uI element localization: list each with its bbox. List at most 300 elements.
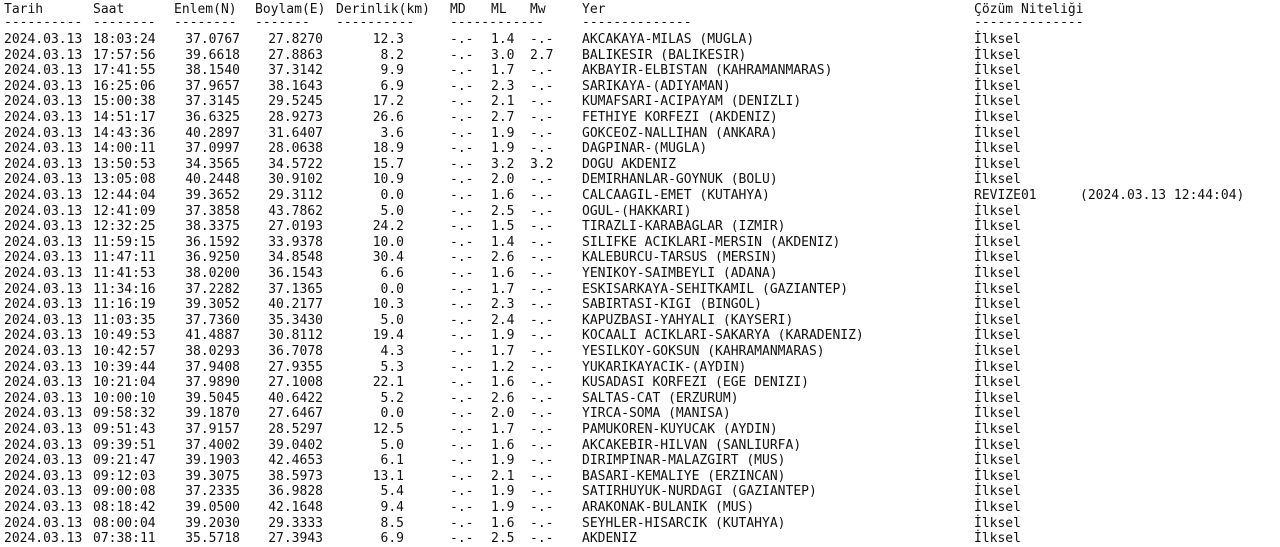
row-longitude: 31.6407 [268, 125, 323, 141]
row-place: CALCAAGIL-EMET (KUTAHYA) [582, 188, 770, 203]
row-longitude: 34.5722 [268, 156, 323, 172]
row-date: 2024.03.13 [4, 375, 83, 391]
row-place: OGUL-(HAKKARI) [582, 203, 692, 219]
row-date: 2024.03.13 [4, 219, 83, 235]
row-date: 2024.03.13 [4, 250, 83, 266]
row-ml: 2.0 [491, 172, 515, 188]
row-date: 2024.03.13 [4, 437, 83, 453]
row-place: KOCAALI ACIKLARI-SAKARYA (KARADENIZ) [582, 328, 864, 344]
row-place: PAMUKOREN-KUYUCAK (AYDIN) [582, 422, 778, 437]
row-depth: 4.3 [380, 344, 404, 359]
row-mw: -.- [530, 390, 554, 406]
row-longitude: 27.8270 [268, 32, 323, 47]
row-quality: İlksel [974, 250, 1021, 266]
row-quality: İlksel [974, 156, 1021, 172]
row-ml: 1.2 [491, 359, 515, 375]
row-mw: -.- [530, 500, 554, 515]
row-latitude: 37.9890 [185, 375, 240, 391]
table-row [0, 422, 1280, 438]
table-row [0, 79, 1280, 95]
row-ml: 1.9 [491, 500, 515, 515]
row-place: SABIRTASI-KIGI (BINGOL) [582, 297, 763, 313]
row-latitude: 39.1870 [185, 406, 240, 422]
row-mw: 2.7 [530, 47, 554, 63]
row-time: 10:42:57 [93, 344, 156, 359]
row-place: KUMAFSARI-ACIPAYAM (DENIZLI) [582, 94, 802, 110]
table-row [0, 282, 1280, 298]
row-ml: 2.0 [491, 406, 515, 422]
row-longitude: 42.1648 [268, 500, 323, 515]
row-ml: 1.5 [491, 219, 515, 235]
row-ml: 1.6 [491, 188, 515, 203]
header-saat: Saat [93, 2, 125, 17]
table-row [0, 172, 1280, 188]
row-mw: -.- [530, 297, 554, 313]
table-row [0, 469, 1280, 485]
row-time: 09:00:08 [93, 484, 156, 500]
row-longitude: 30.9102 [268, 172, 323, 188]
row-latitude: 38.0200 [185, 266, 240, 281]
row-quality: İlksel [974, 125, 1021, 141]
row-mw: -.- [530, 453, 554, 469]
row-place: AKCAKEBIR-HILVAN (SANLIURFA) [582, 437, 802, 453]
row-latitude: 39.5045 [185, 390, 240, 406]
table-row [0, 453, 1280, 469]
row-depth: 0.0 [380, 281, 404, 297]
table-row [0, 157, 1280, 173]
row-mw: -.- [530, 110, 554, 125]
table-row [0, 63, 1280, 79]
row-time: 12:44:04 [93, 188, 156, 203]
row-latitude: 40.2448 [185, 172, 240, 188]
row-md: -.- [450, 437, 474, 453]
row-depth: 22.1 [372, 375, 404, 391]
row-ml: 2.1 [491, 468, 515, 484]
table-row [0, 48, 1280, 64]
row-depth: 9.9 [380, 63, 404, 79]
row-depth: 0.0 [380, 188, 404, 203]
row-mw: -.- [530, 266, 554, 281]
row-latitude: 41.4887 [185, 328, 240, 344]
table-row [0, 266, 1280, 282]
table-row [0, 126, 1280, 142]
row-quality: İlksel [974, 375, 1021, 391]
row-ml: 1.7 [491, 344, 515, 359]
row-md: -.- [450, 515, 474, 531]
row-place: GOKCEOZ-NALLIHAN (ANKARA) [582, 125, 778, 141]
row-date: 2024.03.13 [4, 453, 83, 469]
row-quality: İlksel [974, 203, 1021, 219]
row-place: DEMIRHANLAR-GOYNUK (BOLU) [582, 172, 778, 188]
row-place: AKDENIZ [582, 531, 637, 547]
row-depth: 3.6 [380, 125, 404, 141]
row-latitude: 39.0500 [185, 500, 240, 515]
row-depth: 17.2 [372, 94, 404, 110]
row-place: YIRCA-SOMA (MANISA) [582, 406, 731, 422]
row-longitude: 27.9355 [268, 359, 323, 375]
row-depth: 10.9 [372, 172, 404, 188]
row-latitude: 37.0767 [185, 32, 240, 47]
row-longitude: 37.1365 [268, 281, 323, 297]
row-mw: -.- [530, 531, 554, 547]
row-time: 13:05:08 [93, 172, 156, 188]
row-latitude: 39.3075 [185, 468, 240, 484]
table-row [0, 328, 1280, 344]
row-mw: -.- [530, 359, 554, 375]
separator-row [0, 15, 1280, 31]
row-mw: -.- [530, 468, 554, 484]
row-md: -.- [450, 125, 474, 141]
row-depth: 5.0 [380, 203, 404, 219]
row-date: 2024.03.13 [4, 47, 83, 63]
row-ml: 3.2 [491, 156, 515, 172]
row-latitude: 39.1903 [185, 453, 240, 469]
row-longitude: 39.0402 [268, 437, 323, 453]
row-depth: 18.9 [372, 141, 404, 157]
row-date: 2024.03.13 [4, 141, 83, 157]
row-ml: 2.6 [491, 390, 515, 406]
row-md: -.- [450, 78, 474, 94]
row-latitude: 38.0293 [185, 344, 240, 359]
row-depth: 6.1 [380, 453, 404, 469]
row-longitude: 27.3943 [268, 531, 323, 547]
row-time: 08:18:42 [93, 500, 156, 515]
row-place: DIRIMPINAR-MALAZGIRT (MUS) [582, 453, 786, 469]
row-time: 11:47:11 [93, 250, 156, 266]
row-depth: 8.5 [380, 515, 404, 531]
row-depth: 5.3 [380, 359, 404, 375]
row-md: -.- [450, 453, 474, 469]
row-place: SILIFKE ACIKLARI-MERSIN (AKDENIZ) [582, 234, 841, 250]
row-date: 2024.03.13 [4, 110, 83, 125]
table-row [0, 360, 1280, 376]
row-mw: -.- [530, 344, 554, 359]
row-depth: 10.3 [372, 297, 404, 313]
row-ml: 1.9 [491, 141, 515, 157]
row-time: 11:59:15 [93, 234, 156, 250]
row-latitude: 37.2335 [185, 484, 240, 500]
header-cozum: Çözüm Niteliği [974, 2, 1084, 17]
header-yer: Yer [582, 2, 606, 17]
header-mw: Mw [530, 2, 546, 17]
row-mw: -.- [530, 437, 554, 453]
row-md: -.- [450, 328, 474, 344]
row-longitude: 42.4653 [268, 453, 323, 469]
row-time: 09:58:32 [93, 406, 156, 422]
separator-yer: -------------- [582, 15, 692, 30]
row-place: KUSADASI KORFEZI (EGE DENIZI) [582, 375, 809, 391]
row-place: ARAKONAK-BULANIK (MUS) [582, 500, 755, 515]
table-row [0, 110, 1280, 126]
row-ml: 1.9 [491, 328, 515, 344]
row-md: -.- [450, 406, 474, 422]
row-date: 2024.03.13 [4, 344, 83, 359]
row-mw: -.- [530, 375, 554, 391]
row-date: 2024.03.13 [4, 312, 83, 328]
row-date: 2024.03.13 [4, 156, 83, 172]
row-depth: 13.1 [372, 468, 404, 484]
row-depth: 26.6 [372, 110, 404, 125]
row-md: -.- [450, 63, 474, 79]
row-md: -.- [450, 312, 474, 328]
row-ml: 2.7 [491, 110, 515, 125]
row-latitude: 34.3565 [185, 156, 240, 172]
row-place: AKBAYIR-ELBISTAN (KAHRAMANMARAS) [582, 63, 833, 79]
row-md: -.- [450, 390, 474, 406]
row-latitude: 36.6325 [185, 110, 240, 125]
row-place: SEYHLER-HISARCIK (KUTAHYA) [582, 515, 786, 531]
table-row [0, 32, 1280, 48]
row-longitude: 36.1543 [268, 266, 323, 281]
row-time: 09:39:51 [93, 437, 156, 453]
row-longitude: 38.5973 [268, 468, 323, 484]
table-row [0, 531, 1280, 547]
row-revision: (2024.03.13 12:44:04) [1080, 188, 1245, 203]
row-latitude: 37.2282 [185, 281, 240, 297]
row-longitude: 28.9273 [268, 110, 323, 125]
row-md: -.- [450, 531, 474, 547]
row-quality: İlksel [974, 515, 1021, 531]
row-ml: 2.6 [491, 250, 515, 266]
row-latitude: 37.9157 [185, 422, 240, 437]
row-date: 2024.03.13 [4, 94, 83, 110]
row-md: -.- [450, 422, 474, 437]
separator-tarih: ---------- [4, 15, 83, 30]
table-row [0, 438, 1280, 454]
row-longitude: 43.7862 [268, 203, 323, 219]
row-time: 09:21:47 [93, 453, 156, 469]
row-quality: İlksel [974, 219, 1021, 235]
table-row [0, 204, 1280, 220]
row-ml: 2.3 [491, 78, 515, 94]
row-quality: İlksel [974, 500, 1021, 515]
row-time: 15:00:38 [93, 94, 156, 110]
row-latitude: 38.1540 [185, 63, 240, 79]
row-place: YENIKOY-SAIMBEYLI (ADANA) [582, 266, 778, 281]
row-date: 2024.03.13 [4, 406, 83, 422]
row-date: 2024.03.13 [4, 468, 83, 484]
row-depth: 8.2 [380, 47, 404, 63]
table-row [0, 94, 1280, 110]
row-md: -.- [450, 359, 474, 375]
row-mw: -.- [530, 78, 554, 94]
row-quality: İlksel [974, 32, 1021, 47]
row-longitude: 36.7078 [268, 344, 323, 359]
row-depth: 0.0 [380, 406, 404, 422]
row-time: 13:50:53 [93, 156, 156, 172]
row-date: 2024.03.13 [4, 515, 83, 531]
row-time: 10:39:44 [93, 359, 156, 375]
row-longitude: 29.3333 [268, 515, 323, 531]
row-latitude: 37.9408 [185, 359, 240, 375]
row-time: 11:34:16 [93, 281, 156, 297]
row-latitude: 37.7360 [185, 312, 240, 328]
row-md: -.- [450, 281, 474, 297]
row-time: 12:41:09 [93, 203, 156, 219]
row-quality: İlksel [974, 390, 1021, 406]
row-date: 2024.03.13 [4, 32, 83, 47]
row-depth: 6.9 [380, 78, 404, 94]
row-depth: 5.0 [380, 437, 404, 453]
row-date: 2024.03.13 [4, 203, 83, 219]
header-md: MD [450, 2, 466, 17]
row-md: -.- [450, 250, 474, 266]
row-ml: 3.0 [491, 47, 515, 63]
row-longitude: 29.5245 [268, 94, 323, 110]
table-row [0, 297, 1280, 313]
row-latitude: 39.2030 [185, 515, 240, 531]
row-md: -.- [450, 203, 474, 219]
row-mw: -.- [530, 141, 554, 157]
row-quality: İlksel [974, 63, 1021, 79]
row-date: 2024.03.13 [4, 63, 83, 79]
row-place: YESILKOY-GOKSUN (KAHRAMANMARAS) [582, 344, 825, 359]
row-time: 14:43:36 [93, 125, 156, 141]
row-ml: 1.9 [491, 453, 515, 469]
row-md: -.- [450, 219, 474, 235]
row-mw: -.- [530, 312, 554, 328]
row-quality: İlksel [974, 172, 1021, 188]
row-longitude: 40.2177 [268, 297, 323, 313]
row-ml: 1.6 [491, 437, 515, 453]
row-time: 11:16:19 [93, 297, 156, 313]
row-depth: 10.0 [372, 234, 404, 250]
row-depth: 5.2 [380, 390, 404, 406]
row-time: 11:03:35 [93, 312, 156, 328]
row-depth: 30.4 [372, 250, 404, 266]
row-time: 09:51:43 [93, 422, 156, 437]
row-quality: İlksel [974, 484, 1021, 500]
row-time: 08:00:04 [93, 515, 156, 531]
row-time: 17:41:55 [93, 63, 156, 79]
row-ml: 2.3 [491, 297, 515, 313]
row-place: SALTAS-CAT (ERZURUM) [582, 390, 739, 406]
row-depth: 12.3 [372, 32, 404, 47]
row-time: 11:41:53 [93, 266, 156, 281]
row-md: -.- [450, 94, 474, 110]
row-mw: 3.2 [530, 156, 554, 172]
row-mw: -.- [530, 281, 554, 297]
row-quality: İlksel [974, 266, 1021, 281]
row-place: KAPUZBASI-YAHYALI (KAYSERI) [582, 312, 794, 328]
row-date: 2024.03.13 [4, 531, 83, 547]
table-row [0, 375, 1280, 391]
row-ml: 2.5 [491, 531, 515, 547]
row-date: 2024.03.13 [4, 125, 83, 141]
row-date: 2024.03.13 [4, 281, 83, 297]
row-date: 2024.03.13 [4, 234, 83, 250]
row-mw: -.- [530, 484, 554, 500]
row-quality: İlksel [974, 110, 1021, 125]
row-ml: 1.9 [491, 125, 515, 141]
row-longitude: 28.5297 [268, 422, 323, 437]
row-quality: İlksel [974, 453, 1021, 469]
row-md: -.- [450, 484, 474, 500]
row-quality: İlksel [974, 437, 1021, 453]
table-row [0, 500, 1280, 516]
row-latitude: 37.9657 [185, 78, 240, 94]
row-quality: İlksel [974, 281, 1021, 297]
row-quality: İlksel [974, 328, 1021, 344]
row-mw: -.- [530, 94, 554, 110]
table-row [0, 516, 1280, 532]
row-latitude: 40.2897 [185, 125, 240, 141]
separator-enlem: -------- [174, 15, 237, 30]
row-latitude: 37.3858 [185, 203, 240, 219]
row-longitude: 27.8863 [268, 47, 323, 63]
row-ml: 1.6 [491, 375, 515, 391]
row-place: DAGPINAR-(MUGLA) [582, 141, 708, 157]
row-quality: İlksel [974, 297, 1021, 313]
separator-derinlik: ---------- [336, 15, 415, 30]
header-tarih: Tarih [4, 2, 44, 17]
row-date: 2024.03.13 [4, 500, 83, 515]
row-ml: 2.5 [491, 203, 515, 219]
row-md: -.- [450, 297, 474, 313]
table-row [0, 250, 1280, 266]
row-date: 2024.03.13 [4, 266, 83, 281]
row-md: -.- [450, 344, 474, 359]
row-md: -.- [450, 32, 474, 47]
row-md: -.- [450, 110, 474, 125]
row-quality: İlksel [974, 344, 1021, 359]
row-quality: İlksel [974, 47, 1021, 63]
row-ml: 1.4 [491, 234, 515, 250]
row-time: 14:00:11 [93, 141, 156, 157]
row-latitude: 39.3652 [185, 188, 240, 203]
row-longitude: 38.1643 [268, 78, 323, 94]
row-md: -.- [450, 234, 474, 250]
row-ml: 1.6 [491, 515, 515, 531]
row-longitude: 30.8112 [268, 328, 323, 344]
row-quality: İlksel [974, 312, 1021, 328]
row-quality: İlksel [974, 422, 1021, 437]
row-time: 10:00:10 [93, 390, 156, 406]
row-mw: -.- [530, 203, 554, 219]
row-mw: -.- [530, 328, 554, 344]
row-date: 2024.03.13 [4, 78, 83, 94]
row-latitude: 39.3052 [185, 297, 240, 313]
row-time: 10:21:04 [93, 375, 156, 391]
row-date: 2024.03.13 [4, 172, 83, 188]
row-longitude: 33.9378 [268, 234, 323, 250]
table-row [0, 188, 1280, 204]
table-row [0, 235, 1280, 251]
row-place: YUKARIKAYACIK-(AYDIN) [582, 359, 747, 375]
row-mw: -.- [530, 219, 554, 235]
row-quality: İlksel [974, 141, 1021, 157]
row-longitude: 27.1008 [268, 375, 323, 391]
row-date: 2024.03.13 [4, 328, 83, 344]
row-time: 17:57:56 [93, 47, 156, 63]
row-longitude: 36.9828 [268, 484, 323, 500]
row-depth: 6.6 [380, 266, 404, 281]
row-md: -.- [450, 375, 474, 391]
row-md: -.- [450, 468, 474, 484]
row-depth: 24.2 [372, 219, 404, 235]
row-time: 12:32:25 [93, 219, 156, 235]
row-ml: 1.7 [491, 281, 515, 297]
row-quality: İlksel [974, 94, 1021, 110]
row-mw: -.- [530, 422, 554, 437]
header-boylam: Boylam(E) [255, 2, 326, 17]
header-enlem: Enlem(N) [174, 2, 237, 17]
row-date: 2024.03.13 [4, 297, 83, 313]
row-date: 2024.03.13 [4, 390, 83, 406]
row-longitude: 40.6422 [268, 390, 323, 406]
row-quality: İlksel [974, 531, 1021, 547]
row-place: TIRAZLI-KARABAGLAR (IZMIR) [582, 219, 786, 235]
